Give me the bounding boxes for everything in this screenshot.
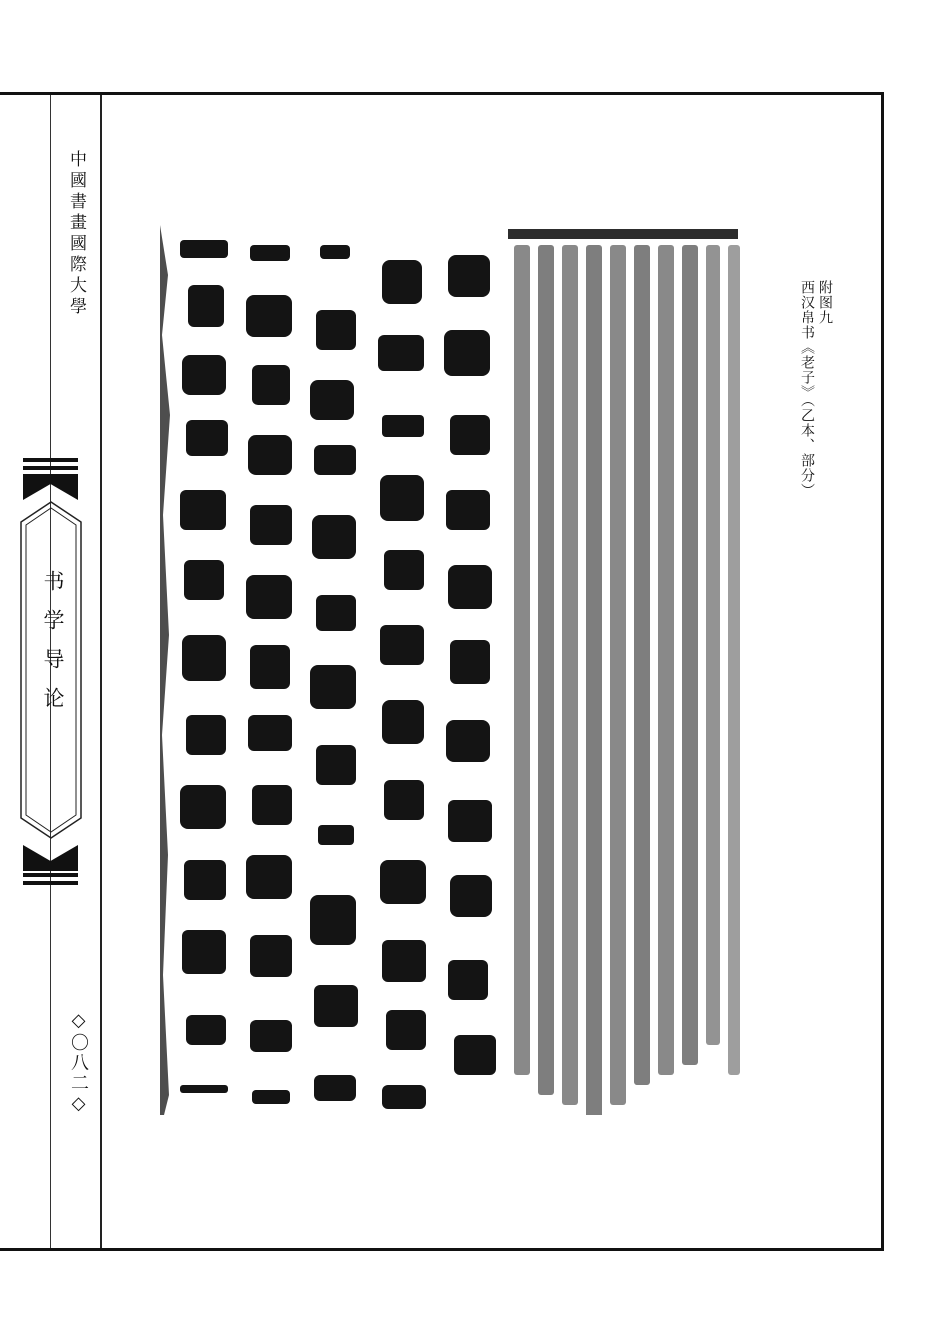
book-title: 书学导论	[41, 570, 65, 726]
tab-ornament-icon	[23, 845, 78, 871]
ornament-bar	[23, 881, 78, 885]
ornament-bar	[23, 873, 78, 877]
tab-ornament-icon	[23, 474, 78, 500]
series-title: 中國書畫國際大學	[66, 150, 86, 318]
figure-title: 西汉帛书《老子》（乙本、部分）	[799, 280, 815, 498]
ornament-bar	[23, 466, 78, 470]
page-number: ◇〇八二◇	[68, 1010, 89, 1116]
frame-bottom-rule	[0, 1248, 884, 1251]
frame-top-rule	[0, 92, 884, 95]
frame-right-rule	[881, 92, 884, 1251]
sidebar-thick-rule	[100, 95, 102, 1248]
figure-caption	[798, 280, 834, 498]
manuscript-rubbing-image	[160, 215, 750, 1115]
figure-label: 附图九	[817, 280, 833, 325]
ornament-bar	[23, 458, 78, 462]
